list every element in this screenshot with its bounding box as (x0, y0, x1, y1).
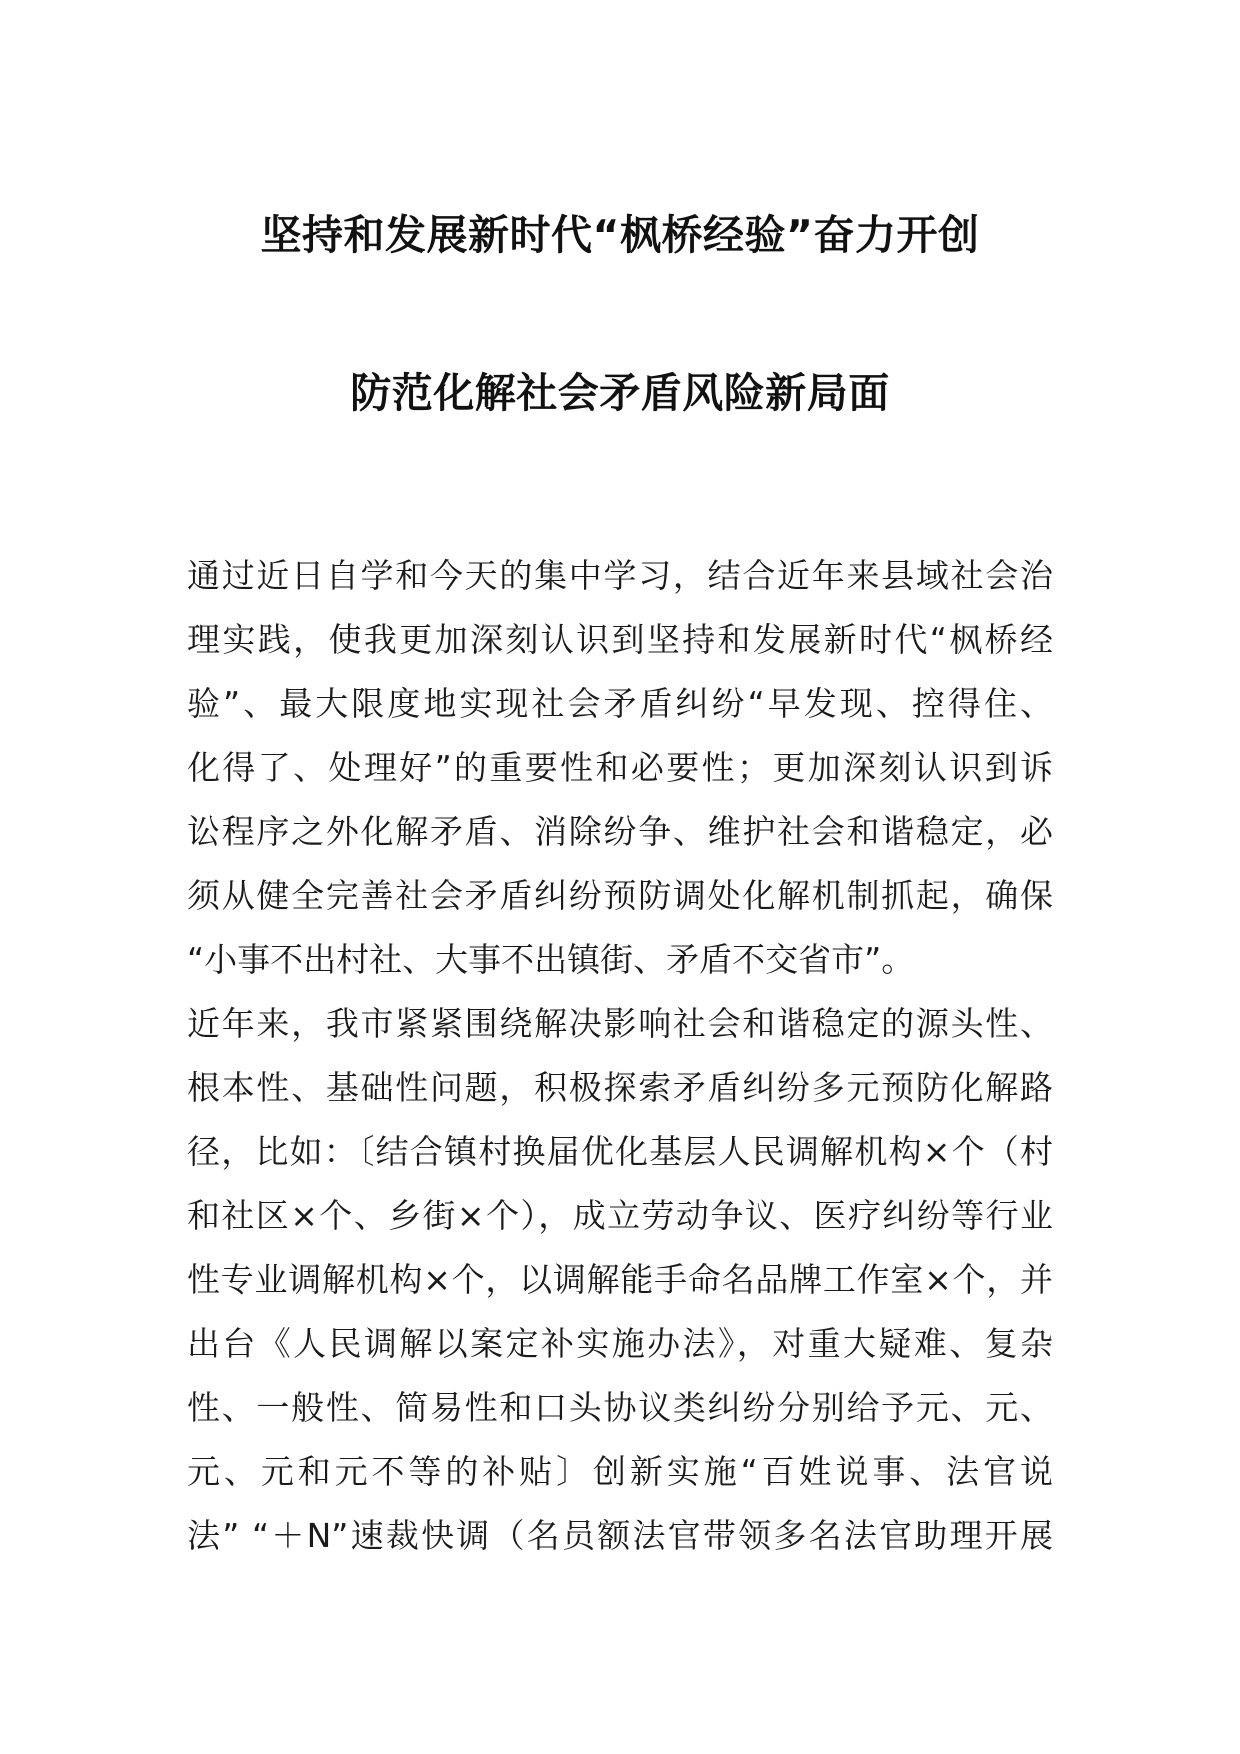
document-title-line-2: 防范化解社会矛盾风险新局面 (350, 369, 890, 417)
body-line: 验”、最大限度地实现社会矛盾纠纷“早发现、控得住、 (187, 684, 1053, 723)
body-line: 化得了、处理好”的重要性和必要性；更加深刻认识到诉 (187, 748, 1053, 787)
document-title-line-1: 坚持和发展新时代“枫桥经验”奋力开创 (260, 211, 980, 259)
body-line: 讼程序之外化解矛盾、消除纷争、维护社会和谐稳定，必 (187, 812, 1053, 851)
body-line: 理实践，使我更加深刻认识到坚持和发展新时代“枫桥经 (187, 620, 1053, 659)
body-line: 和社区×个、乡街×个），成立劳动争议、医疗纠纷等行业 (187, 1196, 1053, 1235)
body-line: 根本性、基础性问题，积极探索矛盾纠纷多元预防化解路 (187, 1068, 1053, 1107)
body-line: 出台《人民调解以案定补实施办法》，对重大疑难、复杂 (187, 1324, 1053, 1363)
body-line: 通过近日自学和今天的集中学习，结合近年来县域社会治 (187, 556, 1053, 595)
body-line: 近年来，我市紧紧围绕解决影响社会和谐稳定的源头性、 (187, 1004, 1053, 1043)
body-line: 须从健全完善社会矛盾纠纷预防调处化解机制抓起，确保 (187, 876, 1053, 915)
body-line: 法” “＋N”速裁快调（名员额法官带领多名法官助理开展 (187, 1516, 1053, 1555)
body-line: “小事不出村社、大事不出镇街、矛盾不交省市”。 (187, 940, 915, 979)
document-body (187, 544, 1053, 1568)
body-line: 径，比如：〔结合镇村换届优化基层人民调解机构×个（村 (187, 1132, 1053, 1171)
body-line: 元、元和元不等的补贴〕创新实施“百姓说事、法官说 (187, 1452, 1053, 1491)
body-line: 性、一般性、简易性和口头协议类纠纷分别给予元、元、 (187, 1388, 1053, 1427)
body-line: 性专业调解机构×个，以调解能手命名品牌工作室×个，并 (187, 1260, 1053, 1299)
